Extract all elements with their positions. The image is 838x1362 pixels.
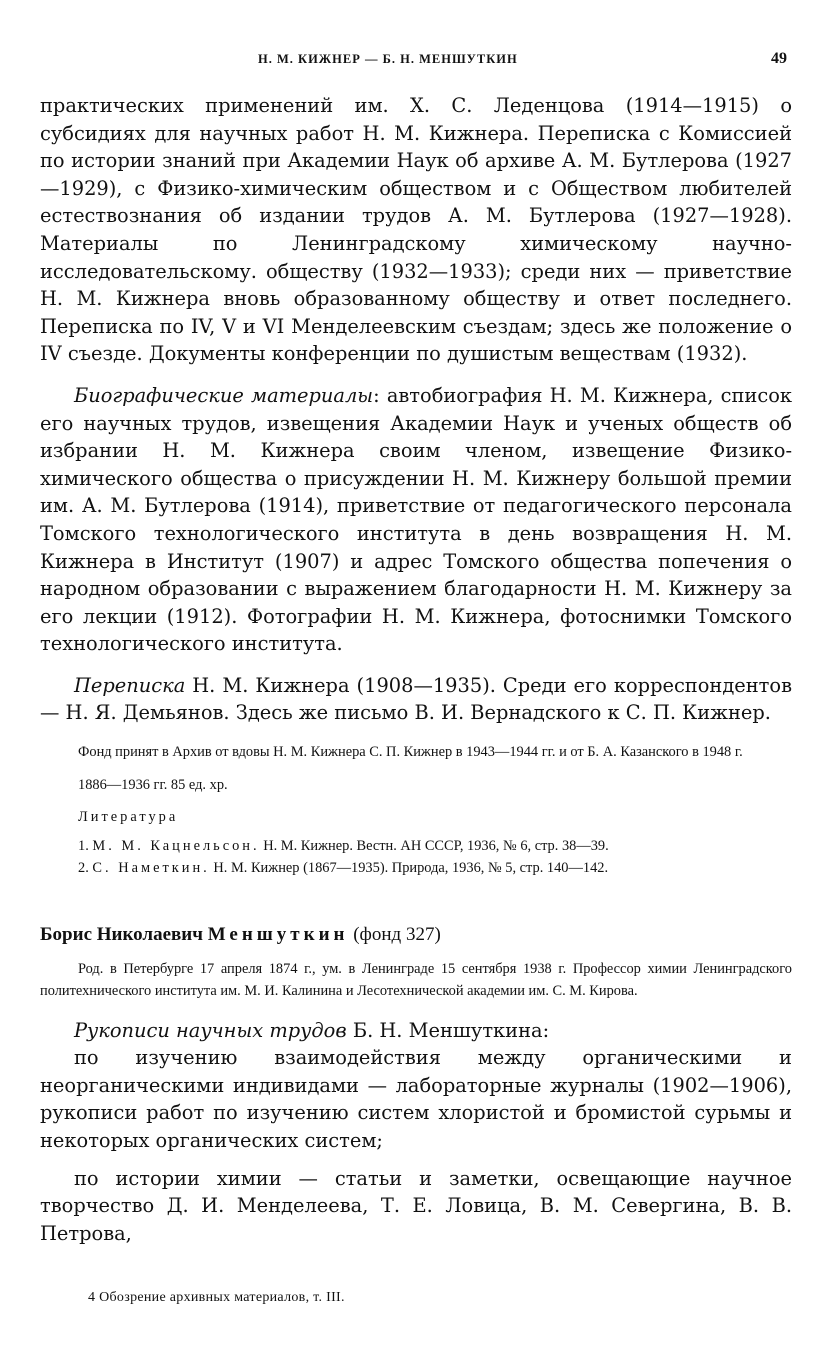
- section-heading-menshutkin: [40, 922, 792, 948]
- section-label-manuscripts: Рукописи научных трудов: [74, 1018, 347, 1042]
- section-label-biographical: Биографические материалы: [74, 383, 374, 407]
- literature-item: [40, 835, 792, 858]
- literature-item-source: Н. М. Кижнер. Вестн. АН СССР, 1936, № 6, стр. 38—39.: [263, 837, 609, 854]
- printer-signature: 4 Обозрение архивных материалов, т. III.: [88, 1290, 345, 1305]
- paragraph-history-of-chemistry: по истории химии — статьи и заметки, освещающие научное творчество Д. И. Менделеева, Т. Е. Ловица, В. М. Севергина, В. В. Петрова,: [40, 1166, 792, 1245]
- fond-number: (фонд 327): [353, 923, 441, 945]
- literature-item-number: 1.: [78, 837, 89, 854]
- fund-extent: 1886—1936 гг. 85 ед. хр.: [78, 776, 228, 793]
- literature-item-source: Н. М. Кижнер (1867—1935). Природа, 1936, № 5, стр. 140—142.: [213, 860, 609, 877]
- page-number: 49: [771, 50, 787, 67]
- literature-item: [40, 857, 792, 880]
- literature-heading: Литература: [78, 809, 179, 826]
- section-label-correspondence: Переписка: [74, 673, 186, 697]
- correspondence-text: Н. М. Кижнера (1908—1935). Среди его корреспондентов — Н. Я. Демьянов. Здесь же письмо В. И. Вернадского к С. П. Кижнер.: [40, 673, 792, 725]
- literature-item-author: С. Наметкин.: [92, 860, 210, 877]
- paragraph-correspondence-continued: практических применений им. Х. С. Леденцова (1914—1915) о субсидиях для научных работ Н. М. Кижнера. Переписка с Комиссией по истории знаний при Академии Наук об архиве А. М. Бутлерова (1927—1929), с Физико-химическим обществом и с Обществом любителей естествознания об издании трудов А. М. Бутлерова (1927—1928). Материалы по Ленинградскому химическому научно-исследовательскому. обществу (1932—1933); среди них — приветствие Н. М. Кижнера вновь образованному обществу и ответ последнего. Переписка по IV, V и VI Менделеевским съездам; здесь же положение о IV съезде. Документы конференции по душистым веществам (1932).: [40, 94, 792, 366]
- biography-note: Род. в Петербурге 17 апреля 1874 г., ум. в Ленинграде 15 сентября 1938 г. Профессор химии Ленинградского политехнического института им. М. И. Калинина и Лесотехнической академии им. С. М. Кирова.: [40, 960, 792, 1000]
- running-title: Н. М. КИЖНЕР — Б. Н. МЕНШУТКИН: [258, 52, 518, 66]
- page-body: [40, 92, 792, 1247]
- literature-item-number: 2.: [78, 860, 89, 877]
- paragraph-manuscripts: [40, 1017, 792, 1045]
- literature-item-author: М. М. Кацнельсон.: [92, 837, 260, 854]
- person-name: Борис Николаевич: [40, 923, 203, 945]
- page-header: [0, 50, 838, 74]
- person-surname: Меншуткин: [207, 923, 349, 945]
- manuscripts-text: Б. Н. Меншуткина:: [346, 1018, 550, 1042]
- paragraph-biographical-materials: [40, 382, 792, 658]
- paragraph-interaction-studies: по изучению взаимодействия между органическими и неорганическими индивидами — лабораторные журналы (1902—1906), рукописи работ по изучению систем хлористой и бромистой сурьмы и некоторых органических систем;: [40, 1046, 792, 1152]
- fund-note: Фонд принят в Архив от вдовы Н. М. Кижнера С. П. Кижнер в 1943—1944 гг. и от Б. А. Казанского в 1948 г.: [78, 744, 743, 761]
- paragraph-correspondence: [40, 672, 792, 727]
- biographical-text: : автобиография Н. М. Кижнера, список его научных трудов, извещения Академии Наук и ученых обществ об избрании Н. М. Кижнера своим членом, извещение Физико-химического общества о присуждении Н. М. Кижнеру большой премии им. А. М. Бутлерова (1914), приветствие от педагогического персонала Томского технологического института в день возвращения Н. М. Кижнера в Институт (1907) и адрес Томского общества попечения о народном образовании с выражением благодарности Н. М. Кижнеру за его лекции (1912). Фотографии Н. М. Кижнера, фотоснимки Томского технологического института.: [40, 383, 792, 656]
